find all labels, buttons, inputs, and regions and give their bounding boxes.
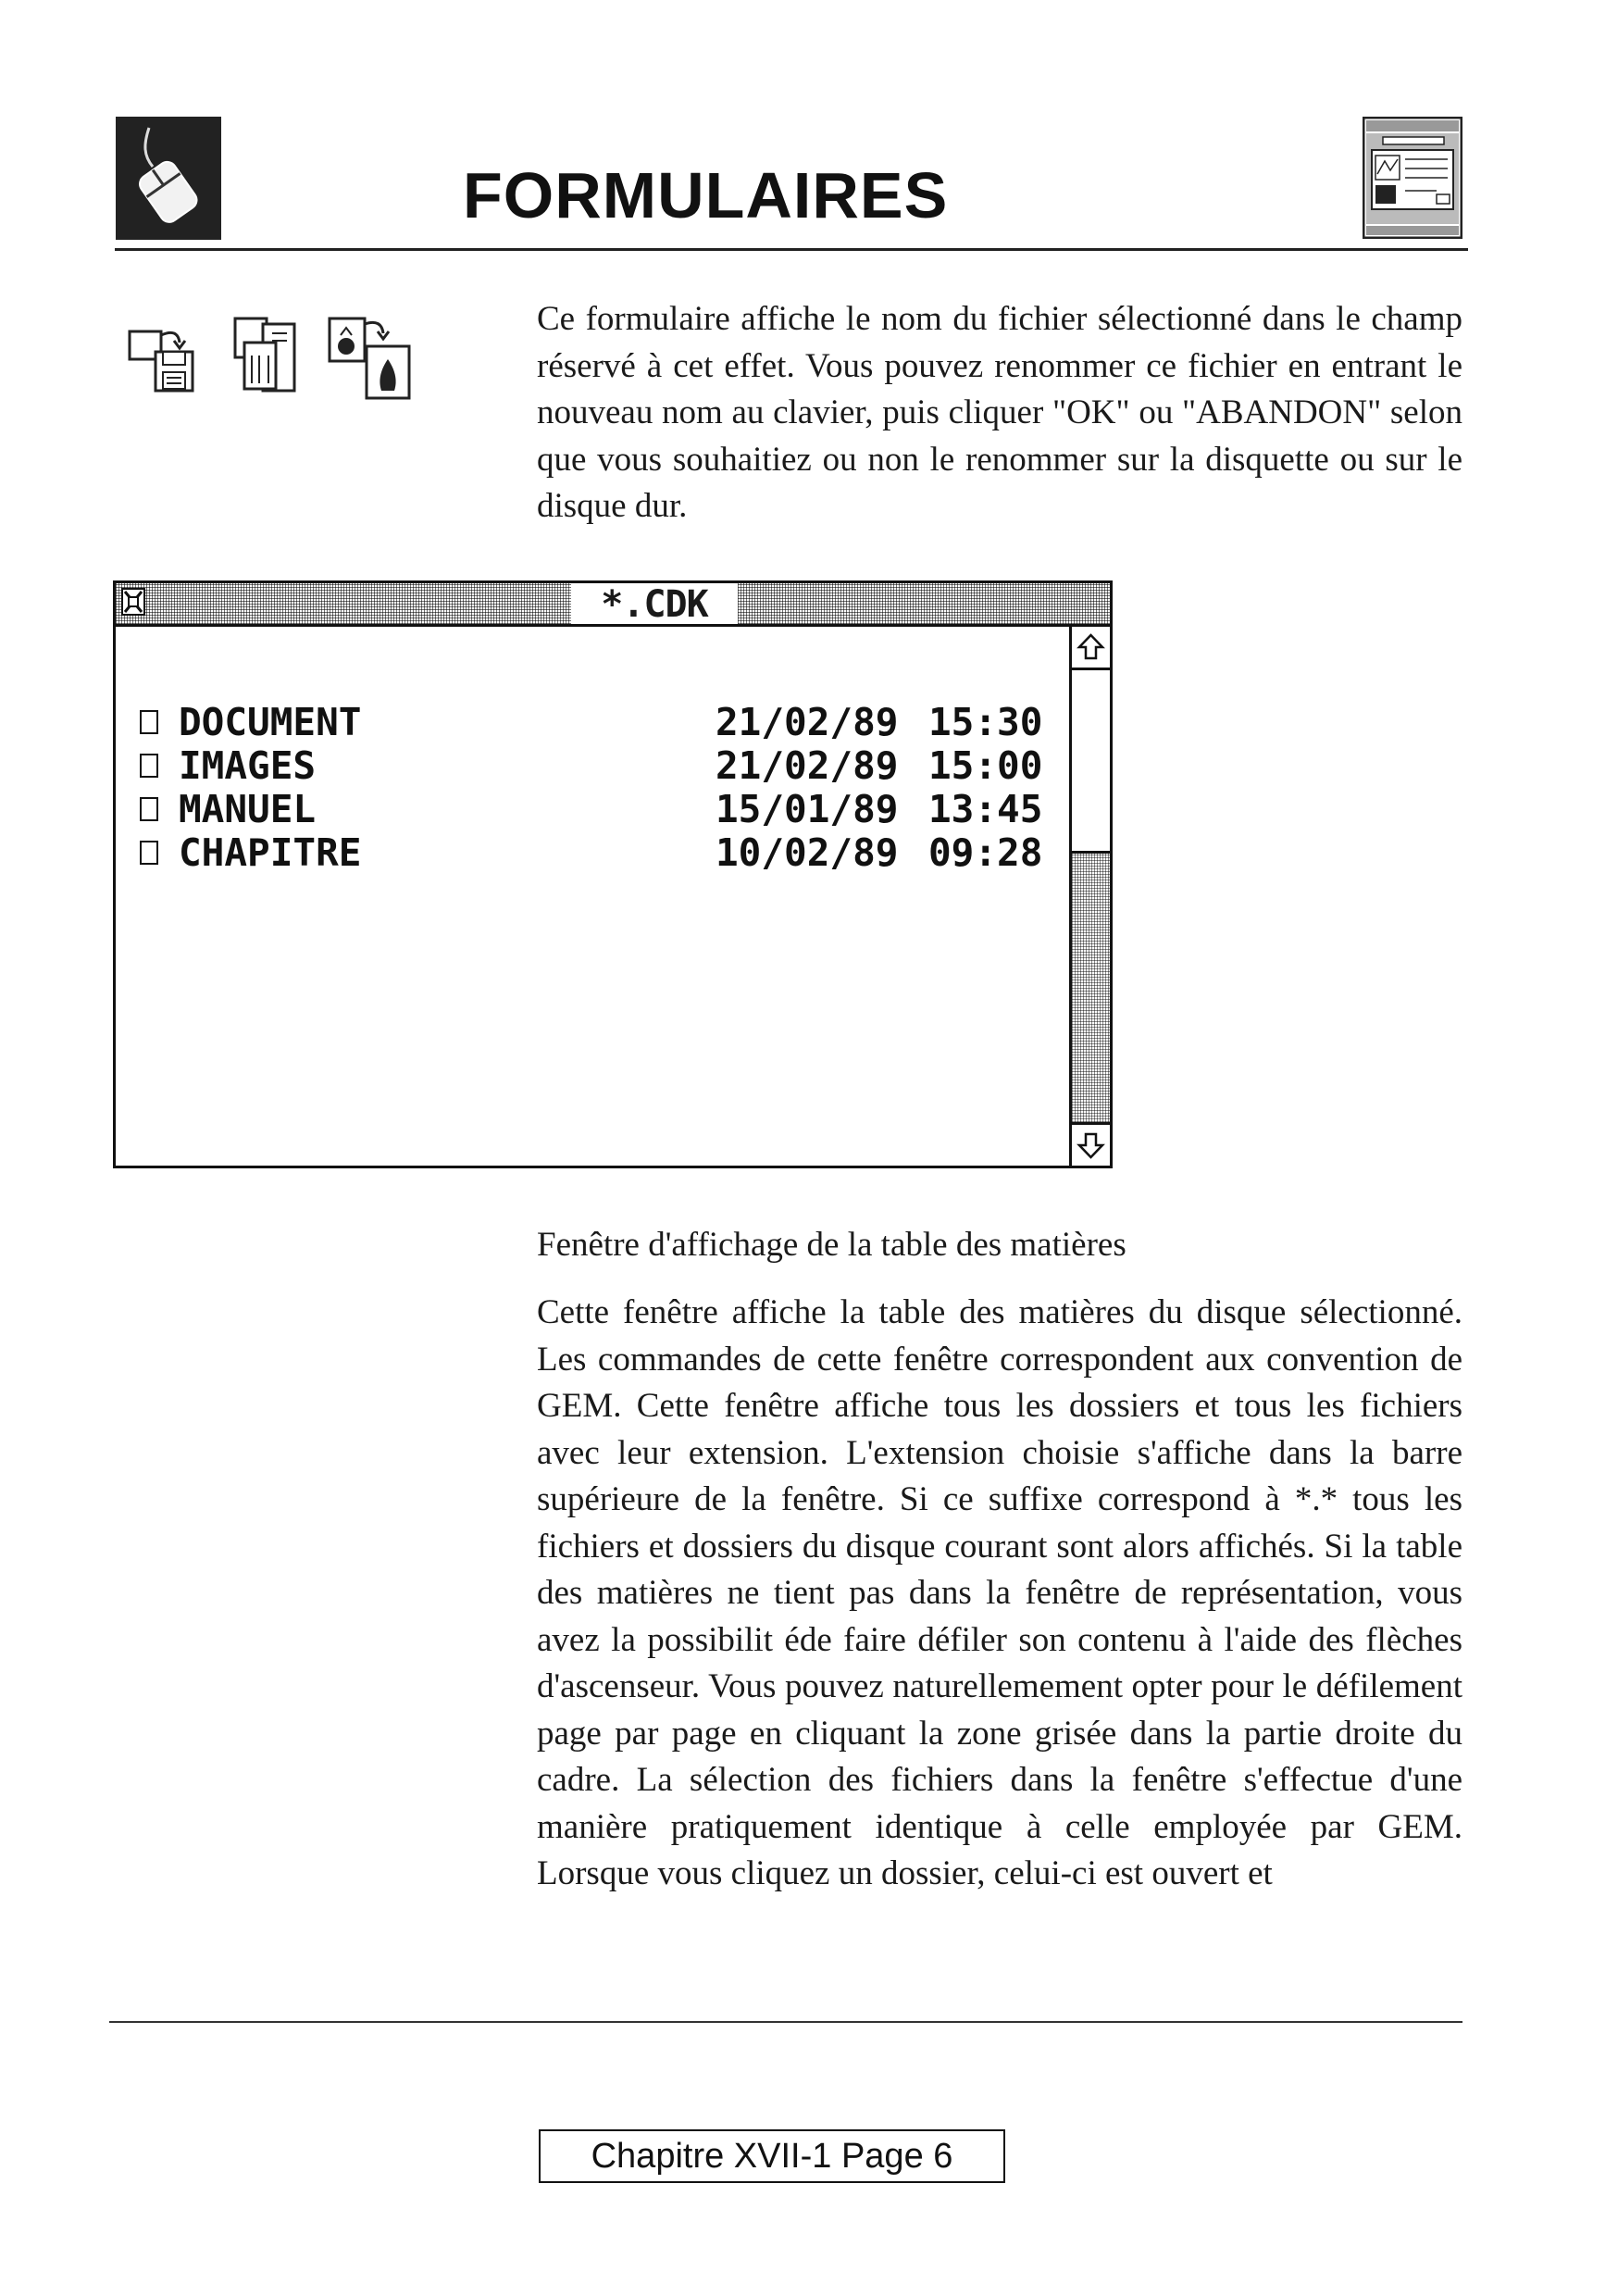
file-date: 21/02/89 (716, 700, 899, 744)
directory-window (113, 580, 1113, 1168)
file-name: CHAPITRE (179, 830, 362, 875)
intro-paragraph: Ce formulaire affiche le nom du fichier sélectionné dans le champ réservé à cet effet. Vous pouvez renommer ce fichier en entrant le nouveau nom au clavier, puis cliquer "OK" ou "ABANDON" selon que vous souhaitiez ou non le renommer sur la disquette ou sur le disque dur. (537, 300, 1462, 525)
arrow-up-icon[interactable] (1072, 627, 1110, 670)
mouse-icon (116, 117, 221, 240)
file-time: 15:00 (928, 743, 1043, 788)
window-title-bar[interactable] (116, 583, 1110, 627)
footer-divider (109, 2021, 1462, 2023)
page-title: FORMULAIRES (463, 159, 949, 231)
close-box-icon[interactable] (121, 588, 145, 616)
file-name: MANUEL (179, 787, 317, 831)
file-name: IMAGES (179, 743, 317, 788)
scroll-thumb[interactable] (1072, 670, 1110, 854)
folder-icon (140, 710, 158, 734)
folder-icon (140, 797, 158, 821)
file-date: 21/02/89 (716, 743, 899, 788)
file-date: 15/01/89 (716, 787, 899, 831)
header-divider (115, 248, 1468, 251)
scroll-track[interactable] (1072, 854, 1110, 1122)
folder-icon (140, 841, 158, 865)
arrow-down-icon[interactable] (1072, 1122, 1110, 1166)
form-window-icon (1363, 117, 1462, 239)
vertical-scrollbar[interactable] (1069, 627, 1110, 1166)
image-file-icon (326, 315, 415, 406)
file-time: 09:28 (928, 830, 1043, 875)
folder-icon (140, 754, 158, 778)
description-paragraph: Cette fenêtre affiche la table des matières du disque sélectionné. Les commandes de cette fenêtre correspondent aux convention de GEM. Cette fenêtre affiche tous les dossiers et tous les fichiers avec leur extension. L'extension choisie s'affiche dans la barre supérieure de la fenêtre. Si ce suffixe correspond à *.* tous les fichiers et dossiers du disque courant sont alors affichés. Si la table des matières ne tient pas dans la fenêtre de représentation, vous avez la possibilit éde faire défiler son contenu à l'aide des flèches d'ascenseur. Vous pouvez naturellemement opter pour le défilement page par page en cliquant la zone grisée dans la partie droite du cadre. La sélection des fichiers dans la fenêtre s'effectue d'une manière pratiquement identique à celle employée par GEM. Lorsque vous cliquez un dossier, celui-ci est ouvert et (537, 1293, 1462, 1892)
page-number-label: Chapitre XVII-1 Page 6 (539, 2129, 1005, 2183)
file-list (116, 627, 1069, 1166)
copy-disk-icon (128, 315, 196, 399)
window-title: *.CDK (571, 583, 738, 624)
file-time: 15:30 (928, 700, 1043, 744)
figure-caption: Fenêtre d'affichage de la table des matières (537, 1226, 1126, 1264)
file-time: 13:45 (928, 787, 1043, 831)
file-transfer-icon (231, 315, 300, 399)
file-date: 10/02/89 (716, 830, 899, 875)
file-name: DOCUMENT (179, 700, 362, 744)
